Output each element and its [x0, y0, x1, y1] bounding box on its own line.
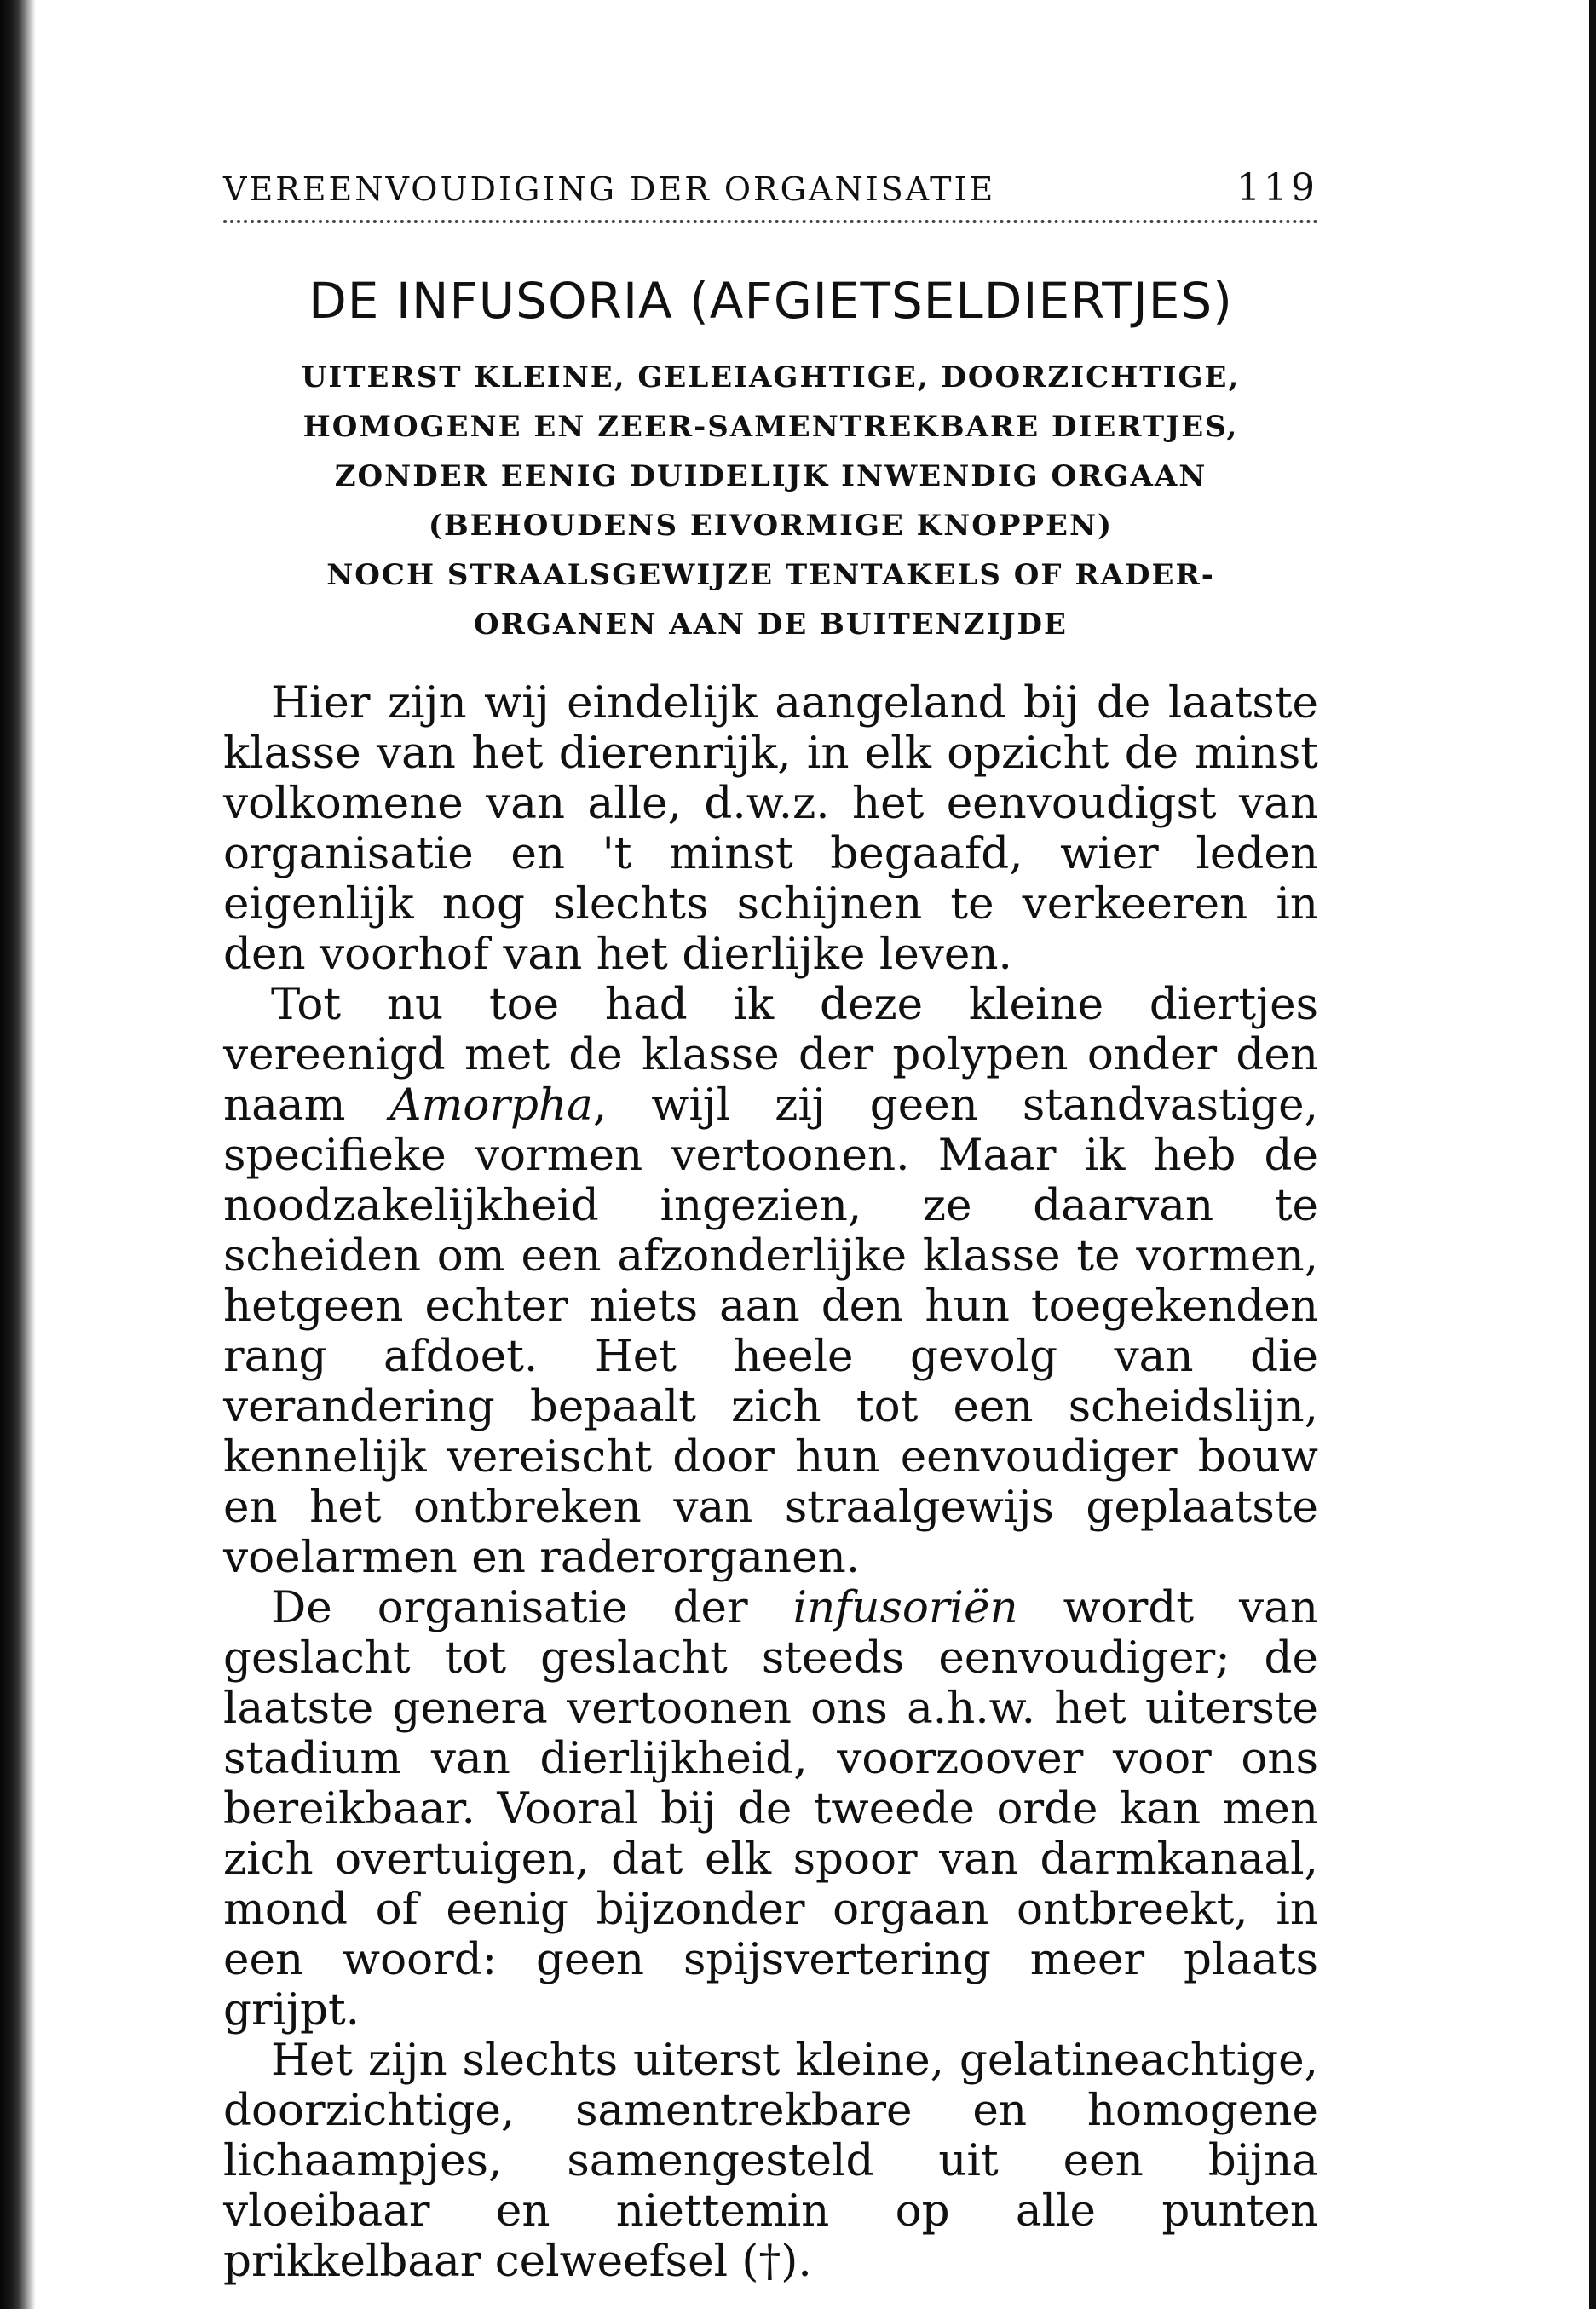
scan-edge-left: [0, 0, 36, 2309]
book-page: [223, 166, 1318, 2287]
paragraph-2-text: , wijl zij geen standvastige, specifieke vormen vertoonen. Maar ik heb de noodzakelijkheid ingezien, ze daarvan te scheiden om een afzonderlijke klasse te vormen, hetgeen echter niets aan den hun toegekenden rang afdoet. Het heele gevolg van die verandering bepaalt zich tot een scheidslijn, kennelijk vereischt door hun eenvoudiger bouw en het ontbreken van straalgewijs geplaatste voelarmen en raderorganen.: [223, 1079, 1318, 1583]
subtitle-line: ZONDER EENIG DUIDELIJK INWENDIG ORGAAN: [334, 458, 1207, 493]
running-head-title: VEREENVOUDIGING DER ORGANISATIE: [223, 170, 996, 208]
paragraph-2: [223, 980, 1318, 1583]
italic-term-infusorien: infusoriën: [792, 1581, 1018, 1633]
subtitle-line: (BEHOUDENS EIVORMIGE KNOPPEN): [428, 508, 1114, 543]
paragraph-2-text: Tot nu toe had ik deze kleine diertjes vereenigd met de klasse der polypen onder den naam: [223, 978, 1318, 1131]
subtitle-line: HOMOGENE EN ZEER-SAMENTREKBARE DIERTJES,: [302, 409, 1239, 444]
subtitle-line: NOCH STRAALSGEWIJZE TENTAKELS OF RADER-: [326, 557, 1215, 592]
running-head: [223, 166, 1318, 223]
chapter-subtitle: [223, 353, 1318, 649]
subtitle-line: UITERST KLEINE, GELEIAGHTIGE, DOORZICHTIGE,: [301, 360, 1241, 394]
chapter-title: DE INFUSORIA (AFGIETSELDIERTJES): [308, 272, 1233, 330]
paragraph-4: Het zijn slechts uiterst kleine, gelatineachtige, doorzichtige, samentrekbare en homogene lichaampjes, samengesteld uit een bijna vloeibaar en niettemin op alle punten prikkelbaar celweefsel (†).: [223, 2034, 1318, 2287]
body-text: [223, 678, 1318, 2287]
italic-term-amorpha: Amorpha: [389, 1079, 593, 1131]
paragraph-3-text: De organisatie der: [271, 1581, 793, 1633]
scan-edge-right: [1589, 0, 1596, 2309]
paragraph-3-text: wordt van geslacht tot geslacht steeds eenvoudiger; de laatste genera vertoonen ons a.h.w. het uiterste stadium van dierlijkheid, voorzoover voor ons bereikbaar. Vooral bij de tweede orde kan men zich overtuigen, dat elk spoor van darmkanaal, mond of eenig bijzonder orgaan ontbreekt, in een woord: geen spijsvertering meer plaats grijpt.: [223, 1581, 1319, 2035]
subtitle-line: ORGANEN AAN DE BUITENZIJDE: [474, 607, 1068, 642]
page-number: 119: [1236, 166, 1318, 210]
paragraph-1: Hier zijn wij eindelijk aangeland bij de laatste klasse van het dierenrijk, in elk opzicht de minst volkomene van alle, d.w.z. het eenvoudigst van organisatie en 't minst begaafd, wier leden eigenlijk nog slechts schijnen te verkeeren in den voorhof van het dierlijke leven.: [223, 677, 1318, 980]
paragraph-3: [223, 1583, 1318, 2035]
